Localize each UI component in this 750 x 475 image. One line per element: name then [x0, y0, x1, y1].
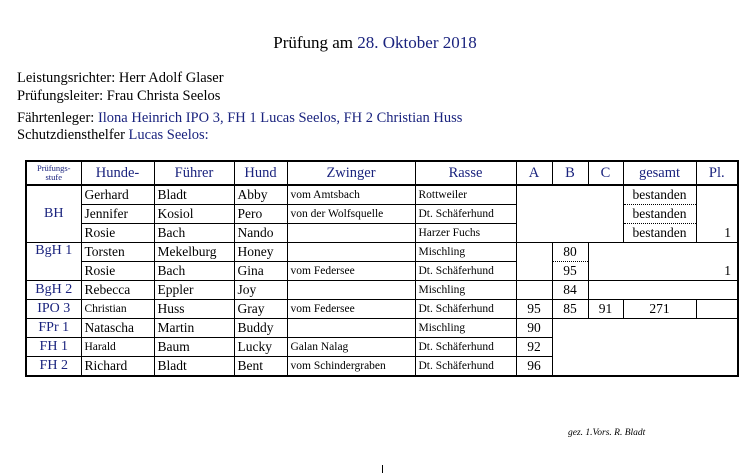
- platz-cell: [696, 205, 738, 224]
- gesamt-cell: 271: [623, 300, 696, 319]
- table-row: [26, 224, 738, 243]
- hund-cell: Buddy: [234, 319, 287, 338]
- vorname-cell: Natascha: [81, 319, 154, 338]
- fuehrer-cell: Eppler: [154, 281, 234, 300]
- fuehrer-cell: Mekelburg: [154, 243, 234, 262]
- table-row: [26, 319, 738, 338]
- a-cell: [516, 281, 552, 300]
- b-cell: 85: [552, 300, 588, 319]
- gesamt-cell: bestanden: [623, 185, 696, 205]
- hund-cell: Honey: [234, 243, 287, 262]
- abc-empty-cell: [516, 185, 623, 243]
- fuehrer-cell: Kosiol: [154, 205, 234, 224]
- header-platz: Pl.: [696, 161, 738, 185]
- zwinger-cell: [287, 319, 415, 338]
- zwinger-cell: [287, 281, 415, 300]
- stufe-cell: BgH 1: [26, 243, 81, 281]
- rasse-cell: Dt. Schäferhund: [415, 357, 516, 377]
- vorname-cell: Richard: [81, 357, 154, 377]
- rest-empty-cell: [588, 243, 738, 262]
- header-c: C: [588, 161, 623, 185]
- title-date: 28. Oktober 2018: [357, 33, 477, 52]
- header-gesamt: gesamt: [623, 161, 696, 185]
- platz-cell: 1: [696, 224, 738, 243]
- zwinger-cell: vom Federsee: [287, 262, 415, 281]
- rasse-cell: Mischling: [415, 319, 516, 338]
- faehrtenleger-label: Fährtenleger:: [17, 110, 95, 126]
- fuehrer-cell: Bladt: [154, 185, 234, 205]
- gesamt-cell: bestanden: [623, 224, 696, 243]
- a-cell: 90: [516, 319, 552, 338]
- vorname-cell: Rosie: [81, 224, 154, 243]
- rest-empty-cell: [552, 319, 738, 377]
- platz-cell: [696, 185, 738, 205]
- rasse-cell: Mischling: [415, 281, 516, 300]
- rasse-cell: Dt. Schäferhund: [415, 300, 516, 319]
- signature: gez. 1.Vors. R. Bladt: [568, 428, 646, 438]
- rasse-cell: Dt. Schäferhund: [415, 338, 516, 357]
- table-row: [26, 262, 738, 281]
- leistungsrichter-line: Leistungsrichter: Herr Adolf Glaser: [17, 70, 224, 86]
- header-row: [26, 161, 738, 185]
- schutzdienst-line: [17, 127, 209, 144]
- table-row: [26, 185, 738, 205]
- vorname-cell: Torsten: [81, 243, 154, 262]
- vorname-cell: Rosie: [81, 262, 154, 281]
- schutzdienst-label: Schutzdiensthelfer: [17, 127, 125, 143]
- zwinger-cell: von der Wolfsquelle: [287, 205, 415, 224]
- stufe-cell: BH: [26, 185, 81, 243]
- schutzdienst-value: Lucas Seelos:: [128, 127, 209, 143]
- vorname-cell: Christian: [81, 300, 154, 319]
- fuehrer-cell: Baum: [154, 338, 234, 357]
- zwinger-cell: vom Schindergraben: [287, 357, 415, 377]
- a-cell: 96: [516, 357, 552, 377]
- fuehrer-cell: Bach: [154, 262, 234, 281]
- hund-cell: Pero: [234, 205, 287, 224]
- pruefungsleiter-line: Prüfungsleiter: Frau Christa Seelos: [17, 88, 221, 104]
- results-table: [25, 160, 739, 377]
- fuehrer-cell: Huss: [154, 300, 234, 319]
- platz-cell: [696, 300, 738, 319]
- fuehrer-cell: Bach: [154, 224, 234, 243]
- stufe-cell: FH 2: [26, 357, 81, 377]
- zwinger-cell: vom Amtsbach: [287, 185, 415, 205]
- rasse-cell: Dt. Schäferhund: [415, 262, 516, 281]
- rasse-cell: Dt. Schäferhund: [415, 205, 516, 224]
- rasse-cell: Rottweiler: [415, 185, 516, 205]
- zwinger-cell: [287, 224, 415, 243]
- a-empty-cell: [516, 243, 552, 281]
- b-cell: 84: [552, 281, 588, 300]
- hund-cell: Lucky: [234, 338, 287, 357]
- header-fuehrer: Führer: [154, 161, 234, 185]
- header-a: A: [516, 161, 552, 185]
- table-row: [26, 243, 738, 262]
- fuehrer-cell: Bladt: [154, 357, 234, 377]
- header-stufe: Prüfungs-stufe: [26, 161, 81, 185]
- stufe-cell: FPr 1: [26, 319, 81, 338]
- gesamt-cell: bestanden: [623, 205, 696, 224]
- stufe-cell: BgH 2: [26, 281, 81, 300]
- hund-cell: Joy: [234, 281, 287, 300]
- hund-cell: Gray: [234, 300, 287, 319]
- header-hund: Hund: [234, 161, 287, 185]
- b-cell: 95: [552, 262, 588, 281]
- table-row: [26, 281, 738, 300]
- header-b: B: [552, 161, 588, 185]
- vorname-cell: Rebecca: [81, 281, 154, 300]
- zwinger-cell: vom Federsee: [287, 300, 415, 319]
- a-cell: 95: [516, 300, 552, 319]
- b-cell: 80: [552, 243, 588, 262]
- fuehrer-cell: Martin: [154, 319, 234, 338]
- rest-empty-cell: [588, 281, 738, 300]
- rasse-cell: Harzer Fuchs: [415, 224, 516, 243]
- page-title: [0, 33, 750, 53]
- zwinger-cell: Galan Nalag: [287, 338, 415, 357]
- vorname-cell: Jennifer: [81, 205, 154, 224]
- title-prefix: Prüfung am: [273, 33, 354, 52]
- page-mark: [382, 465, 383, 473]
- header-rasse: Rasse: [415, 161, 516, 185]
- stufe-cell: FH 1: [26, 338, 81, 357]
- table-row: [26, 300, 738, 319]
- hund-cell: Abby: [234, 185, 287, 205]
- faehrtenleger-value: Ilona Heinrich IPO 3, FH 1 Lucas Seelos, FH 2 Christian Huss: [97, 110, 463, 126]
- hund-cell: Nando: [234, 224, 287, 243]
- hund-cell: Gina: [234, 262, 287, 281]
- platz-cell: 1: [696, 262, 738, 281]
- stufe-cell: IPO 3: [26, 300, 81, 319]
- rest-empty-cell: [588, 262, 696, 281]
- vorname-cell: Gerhard: [81, 185, 154, 205]
- table-row: [26, 205, 738, 224]
- header-zwinger: Zwinger: [287, 161, 415, 185]
- faehrtenleger-line: [17, 110, 462, 127]
- vorname-cell: Harald: [81, 338, 154, 357]
- rasse-cell: Mischling: [415, 243, 516, 262]
- hund-cell: Bent: [234, 357, 287, 377]
- zwinger-cell: [287, 243, 415, 262]
- header-hundefuehrer: Hunde-: [81, 161, 154, 185]
- c-cell: 91: [588, 300, 623, 319]
- a-cell: 92: [516, 338, 552, 357]
